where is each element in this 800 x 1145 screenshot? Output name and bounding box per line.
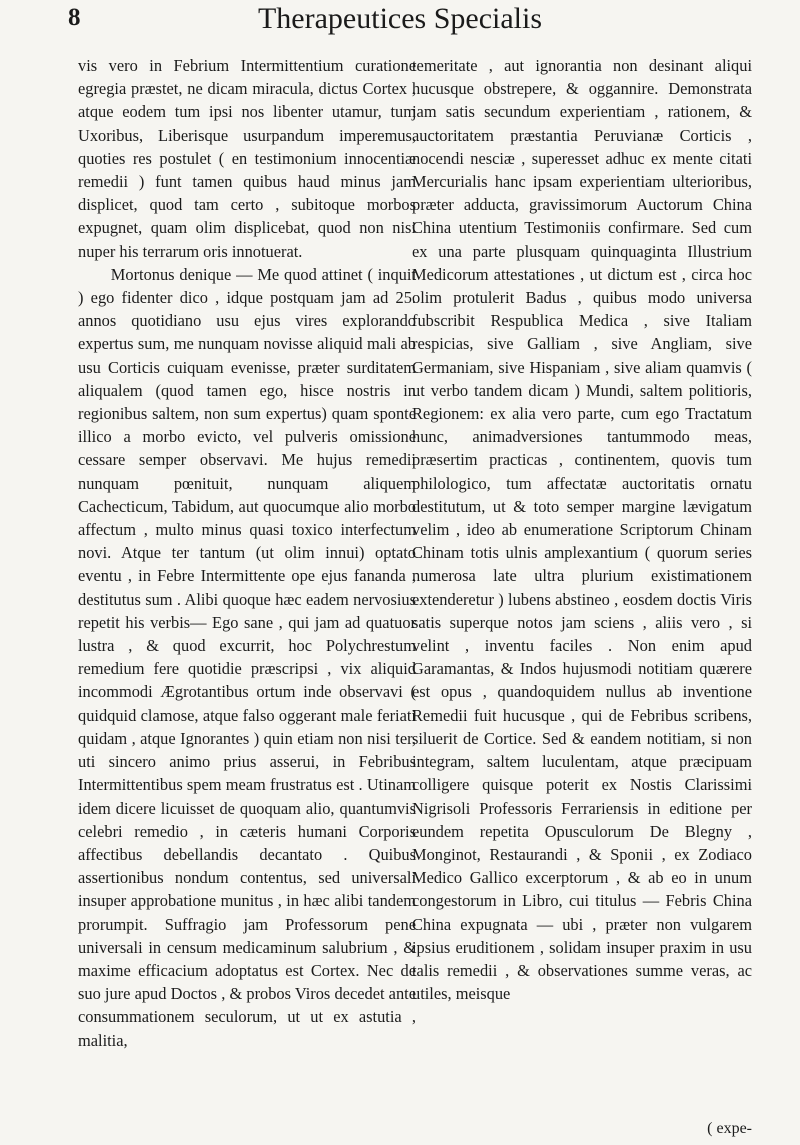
left-paragraph-1: vis vero in Febrium Intermittentium curatione egregia præstet, ne dicam miracula, dictus Cortex , atque eodem tum ipsi nos libenter utamur, tum Uxoribus, Liberisque usurpandum imperemus, quoties res postulet ( en testimonium innocentiæ remedii ) funt tamen quibus haud minus jam displicet, quod tam certo , subitoque morbos expugnet, quam olim displicebat, quod non nisi nuper his terrarum oris innotuerat. xyxy=(78,56,416,261)
page-number: 8 xyxy=(68,4,81,31)
page-header xyxy=(0,0,800,40)
right-paragraph-1: temeritate , aut ignorantia non desinant aliqui hucusque obstrepere, & oggannire. Demonstrata jam satis secundum experientiam , rationem, & auctoritatem præstantia Peruvianæ Corticis , nocendi nesciæ , superesset adhuc ex mente citati Mercurialis hanc ipsam experientiam ulterioribus, præter adducta, gravissimorum Auctorum China China utentium Testimoniis confirmare. Sed cum ex una parte plusquam quinquaginta Illustrium Medicorum attestationes , ut dictum est , circa hoc olim protulerit Badus , quibus modo universa fubscribit Respublica Medica , sive Italiam respicias, sive Galliam , sive Angliam, sive Germaniam, sive Hispaniam , sive aliam quamvis ( ut verbo tandem dicam ) Mundi, saltem politioris, Regionem: ex alia vero parte, cum ego Tractatum hunc, animadversiones tantummodo meas, præsertim practicas , continentem, quovis tum philologico, tum affectatæ auctoritatis ornatu destitutum, ut & toto semper margine lævigatum velim , ideo ab enumeratione Scriptorum Chinam Chinam totis ulnis amplexantium ( quorum series numerosa late ultra plurium existimationem extenderetur ) lubens abstineo , eosdem doctis Viris satis superque notos jam sciens , aliis vero , si velint , inventu faciles . Non enim apud Garamantas, & Indos hujusmodi notitiam quærere est opus , quandoquidem nullus ab inventione Remedii fuit hucusque , qui de Febribus scribens, siluerit de Cortice. Sed & eandem notitiam, si non integram, saltem luculentam, atque præcipuam colligere quisque poterit ex Nostis Clarissimi Nigrisoli Professoris Ferrariensis in editione per eundem repetita Opusculorum De Blegny , Monginot, Restaurandi , & Sponii , ex Zodiaco Medico Gallico excerptorum , & ab eo in unum congestorum in Libro, cui titulus — Febris China China expugnata — ubi , præter non vulgarem ipsius eruditionem , solidam insuper praxim in usu talis remedii , & observationes summe veras, ac utiles, meisque xyxy=(412,56,752,1004)
running-title: Therapeutices Specialis xyxy=(257,2,543,35)
left-column xyxy=(78,54,416,1052)
left-paragraph-2: Mortonus denique — Me quod attinet ( inquit ) ego fidenter dico , idque postquam jam ad 25. annos quotidiano usu ejus vires explorando expertus sum, me nunquam novisse aliquid mali ab usu Corticis cuiquam evenisse, præter surditatem aliqualem (quod tamen ego, hisce nostris in regionibus saltem, non sum expertus) quam sponte illico a morbo evicto, vel pulveris omissione cessare semper observavi. Me hujus remedii nunquam pœnituit, nunquam aliquem Cachecticum, Tabidum, aut quocumque alio morbo affectum , multo minus quasi toxico interfectum novi. Atque ter tantum (ut olim innui) optato eventu , in Febre Intermittente ope ejus fananda , destitutus sum . Alibi quoque hæc eadem nervosius repetit his verbis— Ego sane , qui jam ad quatuor lustra , & quod excurrit, hoc Polychrestum remedium fere quotidie præscripsi , vix aliquid incommodi Ægrotantibus ortum inde observavi ( quidquid clamose, atque falso oggerant male feriati quidam , atque Ignorantes ) quin etiam non nisi ter, uti sincero animo prius asserui, in Febribus Intermittentibus spem meam frustratus est . Utinam idem dicere licuisset de quoquam alio, quantumvis celebri remedio , in cæteris humani Corporis affectibus debellandis decantato . Quibus assertionibus nondum contentus, sed universali insuper approbatione munitus , in hæc alibi tandem prorumpit. Suffragio jam Professorum pene universali in censum medicaminum salubrium , & maxime efficacium adoptatus est Cortex. Nec de suo jure apud Doctos , & probos Viros decedet ante consummationem seculorum, ut ut ex astutia , malitia, xyxy=(78,264,416,1050)
right-column xyxy=(412,54,752,1005)
catchword: ( expe- xyxy=(707,1120,752,1137)
